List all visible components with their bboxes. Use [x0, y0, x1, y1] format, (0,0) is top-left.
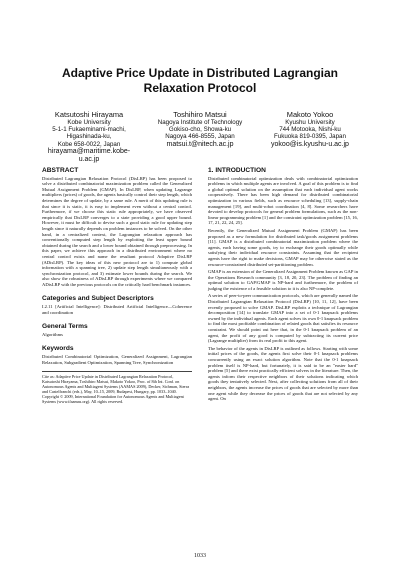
- title-line-2: Relaxation Protocol: [143, 81, 257, 95]
- author-name: Toshihiro Matsui: [173, 110, 227, 119]
- author-block-3: [264, 110, 356, 149]
- author-address: 744 Motooka, Nishi-ku: [279, 126, 341, 134]
- page-number: 1033: [194, 553, 206, 559]
- intro-paragraph-5: The behavior of the agents in DisLRP is outlined as follows. Starting with some initial prices of the goods, the agents first solve their 0-1 knapsack problems concurrently using an exact solution algorithm. Note that the 0-1 knapsack problem itself is NP-hard, but fortunately, it is said to be an "easier hard" problem [5] and there exist practically efficient solvers in the literature. Then, the agents inform their respective neighbors of their solutions indicating which goods they tentatively selected. Next, after collecting solutions from all of their neighbors, the agents increase the prices of goods that are selected by more than one agent while they decrease the prices of goods that are not selected by any agent. On: [208, 345, 358, 402]
- author-address: Gokiso-cho, Showa-ku: [168, 126, 232, 134]
- author-address: Kobe 658-0022, Japan: [57, 140, 121, 148]
- intro-paragraph-4: A series of peer-to-peer communication protocols, which are generally named the Distributed Lagrangian Relaxation Protocol (DisLRP) [10, 11, 12], have been recently proposed to solve GMAP. DisLRP exploits a technique of Lagrangian decomposition [14] to translate GMAP into a set of 0-1 knapsack problems owned by the individual agents. Each agent solves its own 0-1 knapsack problem to find the most profitable combination of related goods that satisfies its resource constraint. We should point out here that, in the 0-1 knapsack problem of an agent, the profit of any good is computed by subtracting its current price (Lagrange multiplier) from its real profit to this agent.: [208, 293, 358, 344]
- abstract-text: Distributed Lagrangian Relaxation Protocol (DisLRP) has been proposed to solve a distributed combinatorial maximization problem called the Generalized Mutual Assignment Problem (GMAP). In DisLRP, when updating Lagrange multipliers (prices) of goods, the agents basically control their step length, which determines the degree of update, by a same rule. A merit of this updating rule is that since it is static, it is easy to implement even without a central control. Furthermore, if we choose this static rule appropriately, we have observed empirically that DisLRP converges to a state providing a good upper bound. However, it must be difficult to devise such a good static rule for updating step length since it naturally depends on problem instances to be solved. On the other hand, in a centralized context, the Lagrangian relaxation approach has conventionally computed step length by exploiting the least upper bound obtained during the search and a lower bound obtained through preprocessing. In this paper, we achieve this approach in a distributed environment where no central control exists and name the resultant protocol Adaptive DisLRP (ADisLRP). The key ideas of this new protocol are to 1) compute global information with a spanning tree, 2) update step length simultaneously with a synchronization protocol, and 3) estimate lower bounds during the search. We also show the robustness of ADisLRP through experiments where we compared ADisLRP with the previous protocols on the critically hard benchmark instances.: [42, 175, 192, 287]
- intro-paragraph-2: Recently, the Generalized Mutual Assignment Problem (GMAP) has been proposed as a new formulation for distributed task/goods assignment problems [11]. GMAP is a distributed combinatorial maximization problem where the agents, each having some goods, try to exchange their goods optimally while satisfying their individual resource constraints. Assuming that the recipient agents have the right to make decisions, GMAP may be otherwise stated as the resource-constrained distributed set-partitioning problem.: [208, 227, 358, 267]
- keywords-text: Distributed Combinatorial Optimization, Generalized Assignment, Lagrangian Relaxation, Subgradient Optimization, Spanning Tree, Synchronization: [42, 354, 192, 365]
- abstract-heading: ABSTRACT: [42, 167, 79, 174]
- categories-text: I.2.11 [Artificial Intelligence]: Distributed Artificial Intelligence—Coherence and coordination: [42, 304, 192, 315]
- author-address: Fukuoka 819-0395, Japan: [274, 133, 346, 141]
- author-affiliation: Nagoya Institute of Technology: [157, 119, 243, 126]
- author-block-2: [154, 110, 246, 149]
- left-column: [42, 168, 192, 404]
- author-affiliation: Kobe University: [67, 119, 111, 126]
- author-block-1: [43, 110, 135, 164]
- citation-footnote: Cite as: Adaptive Price Update in Distributed Lagrangian Relaxation Protocol, Katsutoshi Hirayama, Toshihiro Matsui, Makoto Yokoo, Proc. of 8th Int. Conf. on Autonomous Agents and Multiagent Systems (AAMAS 2009), Decker, Sichman, Sierra and Castelfranchi (eds.), May, 10–15, 2009, Budapest, Hungary, pp. 1033–1040. Copyright © 2009, International Foundation for Autonomous Agents and Multiagent Systems (www.ifaamas.org). All rights reserved.: [42, 371, 192, 404]
- author-email[interactable]: matsui.t@nitech.ac.jp: [166, 140, 234, 148]
- author-email[interactable]: yokoo@is.kyushu-u.ac.jp: [271, 140, 349, 148]
- author-address: Nagoya 466-8555, Japan: [165, 133, 235, 141]
- author-affiliation: Kyushu University: [285, 119, 335, 126]
- intro-paragraph-1: Distributed combinatorial optimization deals with combinatorial optimization problems in which multiple agents are involved. A goal of this problem is to find a global optimal solution on the assumption that each individual agent works cooperatively. There has been high demand for distributed combinatorial optimization in various fields, such as resource scheduling [13], supply-chain management [19], and multi-robot coordination [4, 8]. Some researchers have devoted to develop protocols for general problem formulations, such as the non-linear programming problem [1] and the constraint optimization problem [15, 16, 17, 21, 22, 24, 25].: [208, 175, 358, 226]
- author-name: Makoto Yokoo: [286, 110, 334, 119]
- general-terms-heading: General Terms: [42, 323, 88, 331]
- right-column: [208, 168, 358, 404]
- categories-heading: Categories and Subject Descriptors: [42, 295, 154, 303]
- title-line-1: Adaptive Price Update in Distributed Lagrangian: [61, 66, 339, 80]
- paper-title: [40, 66, 360, 96]
- author-address: Higashinada-ku,: [66, 133, 112, 141]
- intro-paragraph-3: GMAP is an extension of the Generalized Assignment Problem known as GAP in the Operations Research community [3, 18, 20, 23]. The problem of finding an optimal solution to GAP/GMAP is NP-hard and furthermore, the problem of judging the existence of a feasible solution to it is also NP-complete.: [208, 269, 358, 291]
- author-email[interactable]: hirayama@maritime.kobe-: [47, 147, 131, 155]
- general-terms-text: Algorithms: [42, 331, 63, 337]
- introduction-heading: 1. INTRODUCTION: [208, 167, 266, 174]
- keywords-heading: Keywords: [42, 345, 74, 353]
- author-email-cont[interactable]: u.ac.jp: [78, 155, 100, 163]
- author-name: Katsutoshi Hirayama: [54, 110, 124, 119]
- author-address: 5-1-1 Fukaeminami-machi,: [52, 126, 126, 134]
